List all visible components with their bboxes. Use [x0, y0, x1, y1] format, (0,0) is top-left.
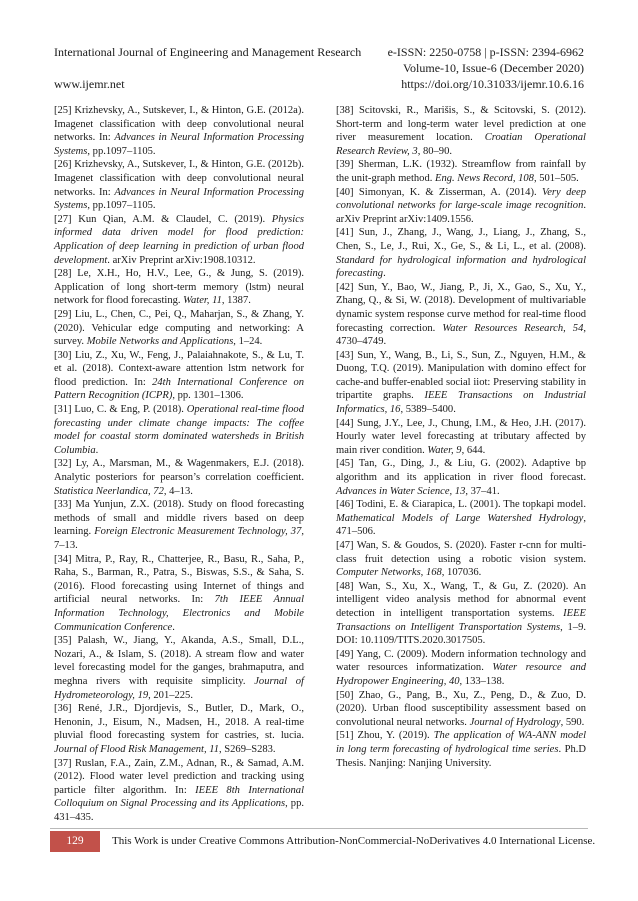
reference-text: , pp.1097–1105.: [87, 145, 156, 157]
reference-text: [33] Ma Yunjun, Z.X. (2018). Study on flood forecasting methods of small and middle rivers based on deep learning.: [54, 499, 304, 538]
reference-text: [51] Zhou, Y. (2019).: [336, 730, 434, 742]
reference-text: [29] Liu, L., Chen, C., Pei, Q., Maharjan, S., & Zhang, Y. (2020). Vehicular edge computing and networking: A survey.: [54, 308, 304, 348]
reference-item: [54, 349, 304, 403]
reference-source: Water Resources Research, 54: [442, 322, 584, 334]
reference-item: [336, 281, 586, 349]
reference-source: Advances in Neural Information Processing Systems: [54, 186, 304, 212]
reference-item: [336, 104, 586, 158]
reference-text: , 37–41.: [465, 485, 500, 497]
reference-item: [336, 417, 586, 458]
reference-item: [54, 498, 304, 552]
reference-text: , 1–24.: [233, 336, 263, 348]
reference-source: 7th IEEE Annual Information Technology, Electronics and Mobile Communication Conference: [54, 594, 305, 633]
reference-text: , 590.: [560, 716, 585, 728]
reference-text: .: [172, 621, 175, 633]
reference-item: [54, 634, 304, 702]
reference-source: Statistica Neerlandica, 72: [54, 485, 164, 497]
reference-item: [54, 104, 304, 158]
reference-text: [32] Ly, A., Marsman, M., & Wagenmakers, E.J. (2018). Analytic posteriors for pearson’s correlation coefficient.: [54, 458, 304, 484]
reference-item: [336, 729, 586, 770]
reference-text: , 201–225.: [148, 689, 193, 701]
reference-text: [37] Ruslan, F.A., Zain, Z.M., Adnan, R., & Samad, A.M. (2012). Flood water level prediction and tracking using particle filter algorithm. In:: [54, 757, 304, 796]
reference-text: , pp. 431–435.: [54, 798, 304, 823]
reference-text: . arXiv Preprint arXiv:1908.10312.: [107, 254, 256, 266]
reference-text: [49] Yang, C. (2009). Modern information technology and water resources informatization.: [336, 648, 586, 674]
license-notice: This Work is under Creative Commons Attribution-NonCommercial-NoDerivatives 4.0 International License.: [112, 835, 596, 847]
reference-text: [42] Sun, Y., Bao, W., Jiang, P., Ji, X., Gao, S., Xu, Y., Zhang, Q., & Si, W. (2018). Development of multivariable dynamic system response curve method for real-time flood forecasting correction.: [336, 281, 586, 334]
reference-text: [40] Simonyan, K. & Zisserman, A. (2014).: [336, 186, 542, 198]
reference-text: [31] Luo, C. & Eng, P. (2018).: [54, 404, 187, 416]
reference-item: [336, 186, 586, 227]
reference-source: 24th International Conference on Pattern Recognition (ICPR): [54, 376, 304, 402]
reference-source: Water, 9: [427, 444, 462, 456]
reference-text: . Ph.D Thesis. Nanjing: Nanjing University.: [336, 743, 586, 769]
reference-text: , 107036.: [441, 567, 482, 579]
page-header: [54, 44, 584, 92]
reference-item: [54, 308, 304, 349]
reference-text: [50] Zhao, G., Pang, B., Xu, Z., Peng, D., & Zuo, D. (2020). Urban flood susceptibility assessment based on convolutional neural networks.: [336, 689, 586, 728]
reference-item: [336, 457, 586, 498]
reference-source: IEEE Transactions on Industrial Informatics, 16: [336, 390, 586, 416]
reference-source: Journal of Hydrology: [469, 716, 561, 728]
reference-item: [54, 158, 304, 212]
reference-source: Physics informed data driven model for flood prediction: Application of deep learning in prediction of urban flood development: [54, 213, 304, 266]
reference-source: Journal of Hydrometeorology, 19: [54, 675, 304, 701]
website-link[interactable]: www.ijemr.net: [54, 77, 125, 91]
reference-source: Mobile Networks and Applications: [86, 336, 234, 348]
reference-item: [54, 702, 304, 756]
reference-text: [47] Wan, S. & Goudos, S. (2020). Faster r-cnn for multi-class fruit detection using a robotic vision system.: [336, 540, 586, 565]
reference-item: [336, 349, 586, 417]
reference-text: , 1387.: [221, 295, 251, 307]
doi-link[interactable]: https://doi.org/10.31033/ijemr.10.6.16: [401, 77, 584, 91]
reference-text: , 80–90.: [417, 145, 452, 157]
reference-source: Advances in Water Science, 13: [336, 485, 466, 497]
reference-text: , pp.1097–1105.: [87, 200, 156, 212]
reference-text: [28] Le, X.H., Ho, H.V., Lee, G., & Jung, S. (2019). Application of long short-term memory (lstm) neural network for flood forecasting.: [54, 268, 304, 307]
reference-text: [36] René, J.R., Djordjevis, S., Butler, D., Mark, O., Henonin, J., Eisum, N., Madsen, H., 2018. A real-time pluvial flood forecasting system for castries, st. lucia.: [54, 703, 304, 742]
reference-source: Standard for hydrological information and hydrological forecasting: [336, 254, 586, 280]
reference-text: [27] Kun Qian, A.M. & Claudel, C. (2019).: [54, 213, 272, 225]
reference-text: .: [95, 444, 99, 456]
reference-source: IEEE 8th International Colloquium on Signal Processing and its Applications: [54, 784, 304, 810]
reference-source: The application of WA-ANN model in long term forecasting of hydrological time series: [336, 730, 586, 755]
reference-text: [25] Krizhevsky, A., Sutskever, I., & Hinton, G.E. (2012a). Imagenet classification with deep convolutional neural networks. In:: [54, 105, 304, 144]
reference-source: IEEE Transactions on Intelligent Transportation Systems: [336, 607, 586, 633]
reference-item: [54, 267, 304, 308]
reference-item: [336, 580, 586, 648]
reference-text: [43] Sun, Y., Wang, B., Li, S., Sun, Z., Nguyen, H.M., & Duong, T.Q. (2019). Manipulation with domino effect for cache-and buffer-enabled social iiot: Preserving stability in tripartite graphs.: [336, 349, 586, 402]
right-column: [336, 104, 586, 824]
reference-source: Very deep convolutional networks for large-scale image recognition: [336, 186, 586, 212]
reference-text: .: [383, 268, 386, 280]
reference-text: , pp. 1301–1306.: [172, 390, 244, 402]
reference-text: [46] Todini, E. & Ciarapica, L. (2001). The topkapi model.: [336, 499, 586, 511]
reference-text: [26] Krizhevsky, A., Sutskever, I., & Hinton, G.E. (2012b). Imagenet classification with deep convolutional neural networks. In:: [54, 159, 304, 198]
reference-text: , 1–9. DOI: 10.1109/TITS.2020.3017505.: [336, 621, 586, 647]
footer-divider: [50, 828, 588, 829]
reference-source: Croatian Operational Research Review, 3: [336, 132, 586, 157]
reference-text: , 4–13.: [163, 485, 193, 497]
reference-item: [336, 539, 586, 580]
reference-text: [38] Scitovski, R., Marišis, S., & Scitovski, S. (2012). Short-term and long-term water level prediction at one river measurement location.: [336, 105, 586, 144]
reference-text: [44] Sung, J.Y., Lee, J., Chung, I.M., & Heo, J.H. (2017). Hourly water level forecasting at tributary affected by main river condition.: [336, 417, 586, 456]
reference-text: , 644.: [461, 444, 486, 456]
reference-text: [48] Wan, S., Xu, X., Wang, T., & Gu, Z. (2020). An intelligent video analysis method for abnormal event detection in intelligent transportation systems.: [336, 580, 586, 619]
reference-source: Water, 11: [183, 295, 222, 307]
reference-text: [41] Sun, J., Zhang, J., Wang, J., Liang, J., Zhang, S., Chen, S., Le, J., Rui, X., Ge, S., & Li, L., et al. (2008).: [336, 227, 586, 252]
reference-text: [39] Sherman, L.K. (1932). Streamflow from rainfall by the unit-graph method.: [336, 159, 586, 184]
reference-source: Journal of Flood Risk Management, 11: [54, 743, 220, 755]
reference-source: Mathematical Models of Large Watershed Hydrology: [336, 512, 584, 524]
reference-text: , 4730–4749.: [336, 322, 586, 348]
reference-item: [336, 226, 586, 280]
reference-source: Eng. News Record, 108: [435, 172, 534, 184]
reference-item: [54, 403, 304, 457]
reference-source: Computer Networks, 168: [336, 567, 442, 579]
reference-text: , S269–S283.: [219, 743, 276, 755]
reference-source: Operational real-time flood forecasting under climate change impacts: The coffee model for coastal storm dominated watersheds in British Columbia: [54, 404, 304, 456]
reference-item: [54, 213, 304, 267]
reference-text: , 501–505.: [533, 172, 579, 184]
page-number-badge: 129: [50, 831, 100, 852]
reference-item: [54, 553, 304, 635]
reference-text: [30] Liu, Z., Xu, W., Feng, J., Palaiahnakote, S., & Lu, T. et al. (2018). Context-aware attention lstm network for flood prediction. In:: [54, 349, 304, 388]
reference-text: , 471–506.: [336, 512, 586, 538]
reference-text: , 5389–5400.: [400, 404, 456, 416]
reference-text: . arXiv Preprint arXiv:1409.1556.: [336, 200, 586, 225]
reference-text: [35] Palash, W., Jiang, Y., Akanda, A.S., Small, D.L., Nozari, A., & Islam, S. (2018). A stream flow and water level forecasting model for the ganges, brahmaputra, and meghna rivers with requisite simplicity.: [54, 635, 304, 687]
volume-issue: Volume-10, Issue-6 (December 2020): [402, 61, 584, 75]
reference-item: [336, 689, 586, 730]
issn: e-ISSN: 2250-0758 | p-ISSN: 2394-6962: [387, 45, 584, 59]
references-body: [54, 104, 586, 824]
reference-item: [336, 498, 586, 539]
reference-source: Advances in Neural Information Processing Systems: [54, 132, 304, 157]
reference-item: [54, 457, 304, 498]
reference-text: , 7–13.: [54, 526, 304, 551]
journal-title: International Journal of Engineering and Management Research: [54, 45, 362, 59]
reference-text: [45] Tan, G., Ding, J., & Liu, G. (2002). Adaptive bp algorithm and its application in river flood forecast.: [336, 458, 586, 484]
left-column: [54, 104, 304, 824]
reference-item: [336, 648, 586, 689]
reference-text: [34] Mitra, P., Ray, R., Chatterjee, R., Basu, R., Saha, P., Raha, S., Barman, R., Patra, S., Biswas, S.S., & Saha, S. (2016). Flood forecasting using Internet of things and artificial neural networks. In:: [54, 553, 304, 606]
reference-text: , 133–138.: [459, 675, 505, 687]
reference-item: [336, 158, 586, 185]
reference-source: Foreign Electronic Measurement Technology, 37: [94, 526, 302, 538]
reference-source: Water resource and Hydropower Engineering, 40: [336, 662, 586, 687]
reference-item: [54, 757, 304, 825]
